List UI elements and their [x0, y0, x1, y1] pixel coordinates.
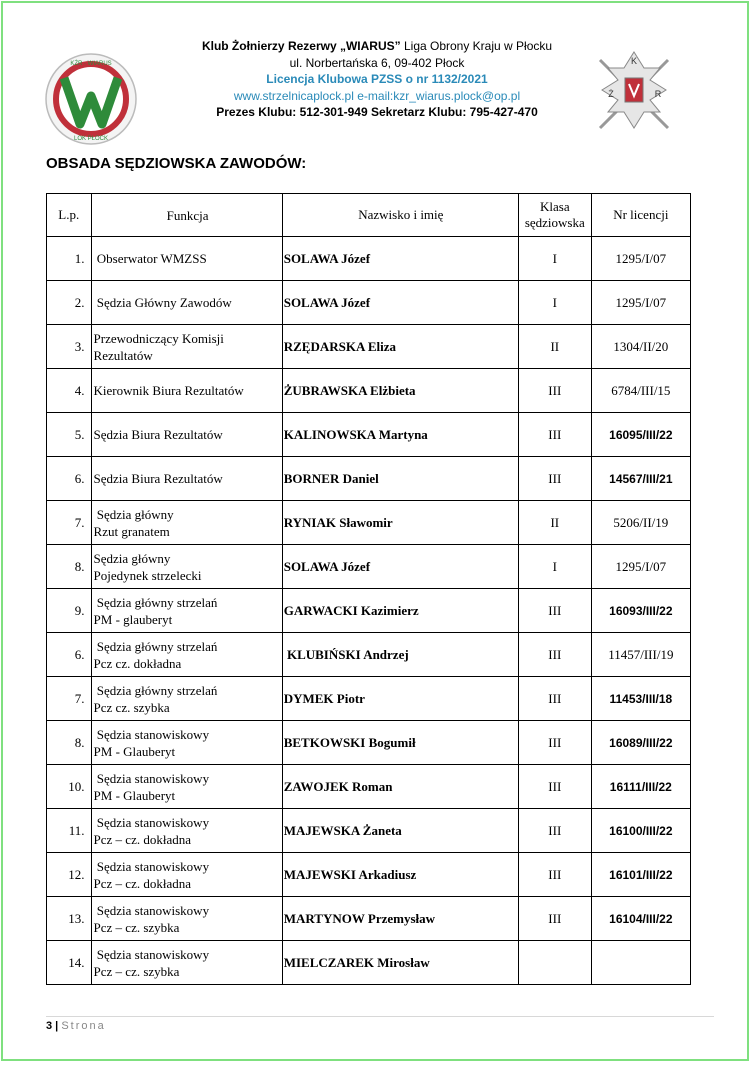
cell-lp: 10.: [47, 765, 92, 809]
cell-funkcja: [91, 721, 282, 765]
footer-divider: [46, 1016, 714, 1017]
funkcja-line2: Pcz cz. szybka: [93, 699, 170, 715]
cell-licencja: 16095/III/22: [591, 413, 690, 457]
cell-licencja: 11457/III/19: [591, 633, 690, 677]
club-contact-web[interactable]: www.strzelnicaplock.pl e-mail:kzr_wiarus.plock@op.pl: [233, 88, 521, 103]
cell-licencja: [591, 941, 690, 985]
cell-licencja: 5206/II/19: [591, 501, 690, 545]
cell-nazwisko: KALINOWSKA Martyna: [282, 413, 518, 457]
table-row: [47, 897, 691, 941]
cell-funkcja: [91, 281, 282, 325]
cell-klasa: III: [518, 765, 591, 809]
table-row: [47, 853, 691, 897]
logo-letter-r: R: [654, 89, 662, 99]
cell-funkcja: [91, 369, 282, 413]
page-footer: [46, 1020, 106, 1032]
cell-lp: 8.: [47, 721, 92, 765]
cell-licencja: 1295/I/07: [591, 545, 690, 589]
cell-lp: 1.: [47, 237, 92, 281]
funkcja-line1: Sędzia główny strzelań: [93, 682, 218, 698]
table-row: [47, 589, 691, 633]
funkcja-line2: Pcz – cz. dokładna: [93, 831, 191, 847]
cell-lp: 5.: [47, 413, 92, 457]
cell-funkcja: [91, 809, 282, 853]
table-row: [47, 325, 691, 369]
cell-klasa: [518, 941, 591, 985]
cell-klasa: III: [518, 633, 591, 677]
table-row: [47, 281, 691, 325]
cell-nazwisko: SOLAWA Józef: [282, 281, 518, 325]
funkcja-line2: Pojedynek strzelecki: [93, 567, 202, 583]
cell-nazwisko: MIELCZAREK Mirosław: [282, 941, 518, 985]
logo-letter-k: K: [630, 56, 638, 66]
cell-klasa: III: [518, 809, 591, 853]
cell-nazwisko: ŻUBRAWSKA Elżbieta: [282, 369, 518, 413]
cell-funkcja: [91, 325, 282, 369]
page-word: Strona: [61, 1020, 106, 1032]
club-logo-right: [594, 50, 674, 132]
cell-licencja: 16093/III/22: [591, 589, 690, 633]
cell-lp: 7.: [47, 501, 92, 545]
page-title: OBSADA SĘDZIOWSKA ZAWODÓW:: [46, 155, 307, 172]
cell-funkcja: [91, 501, 282, 545]
cell-klasa: I: [518, 281, 591, 325]
cell-nazwisko: BORNER Daniel: [282, 457, 518, 501]
funkcja-line1: Sędzia główny strzelań: [93, 594, 218, 610]
funkcja-line2: Pcz – cz. dokładna: [93, 875, 191, 891]
funkcja-line1: Sędzia główny strzelań: [93, 638, 218, 654]
table-row: [47, 545, 691, 589]
cell-funkcja: [91, 853, 282, 897]
table-row: [47, 677, 691, 721]
funkcja-line2: PM - Glauberyt: [93, 743, 176, 759]
cell-klasa: II: [518, 501, 591, 545]
cell-klasa: I: [518, 545, 591, 589]
cell-funkcja: [91, 897, 282, 941]
club-name: Klub Żołnierzy Rezerwy „WIARUS”: [201, 39, 401, 53]
cell-licencja: 1295/I/07: [591, 237, 690, 281]
funkcja-line1: Sędzia Główny Zawodów: [93, 295, 232, 310]
footer-separator: |: [52, 1020, 62, 1032]
cell-klasa: III: [518, 589, 591, 633]
funkcja-line1: Sędzia stanowiskowy: [93, 814, 210, 830]
cell-nazwisko: SOLAWA Józef: [282, 237, 518, 281]
cell-lp: 7.: [47, 677, 92, 721]
cell-nazwisko: GARWACKI Kazimierz: [282, 589, 518, 633]
club-phones: Prezes Klubu: 512-301-949 Sekretarz Klubu: 795-427-470: [216, 105, 538, 119]
table-row: [47, 721, 691, 765]
header-klasa: [518, 194, 591, 237]
cell-klasa: III: [518, 677, 591, 721]
table-row: [47, 501, 691, 545]
cell-lp: 2.: [47, 281, 92, 325]
table-row: [47, 413, 691, 457]
club-license: Licencja Klubowa PZSS o nr 1132/2021: [266, 72, 488, 86]
funkcja-line1: Sędzia stanowiskowy: [93, 902, 210, 918]
cell-licencja: 16101/III/22: [591, 853, 690, 897]
funkcja-line2: Pcz cz. dokładna: [93, 655, 182, 671]
cell-lp: 6.: [47, 457, 92, 501]
cell-lp: 14.: [47, 941, 92, 985]
cell-lp: 13.: [47, 897, 92, 941]
header-funkcja: Funkcja: [91, 194, 282, 237]
club-name-rest: Liga Obrony Kraju w Płocku: [400, 39, 553, 53]
header-lp: L.p.: [47, 194, 92, 237]
funkcja-line1: Sędzia stanowiskowy: [93, 946, 210, 962]
cell-klasa: I: [518, 237, 591, 281]
cell-licencja: 16100/III/22: [591, 809, 690, 853]
logo-left-text-bottom: LOK PŁOCK: [73, 136, 109, 142]
table-row: [47, 765, 691, 809]
cell-funkcja: [91, 413, 282, 457]
cell-licencja: 16111/III/22: [591, 765, 690, 809]
funkcja-line2: PM - Glauberyt: [93, 787, 176, 803]
cell-funkcja: [91, 633, 282, 677]
logo-left-text-top: KŻR · WIARUS: [70, 61, 112, 67]
cell-klasa: III: [518, 369, 591, 413]
cell-nazwisko: KLUBIŃSKI Andrzej: [282, 633, 518, 677]
cell-nazwisko: MARTYNOW Przemysław: [282, 897, 518, 941]
cell-lp: 8.: [47, 545, 92, 589]
cell-funkcja: [91, 457, 282, 501]
funkcja-line1: Kierownik Biura Rezultatów: [93, 383, 244, 398]
header-licencja: Nr licencji: [591, 194, 690, 237]
logo-letter-z: Ż: [608, 89, 614, 99]
page-number: 3: [46, 1020, 53, 1032]
cell-nazwisko: SOLAWA Józef: [282, 545, 518, 589]
cell-nazwisko: MAJEWSKI Arkadiusz: [282, 853, 518, 897]
cell-nazwisko: RYNIAK Sławomir: [282, 501, 518, 545]
cell-funkcja: [91, 941, 282, 985]
table-row: [47, 237, 691, 281]
cell-nazwisko: DYMEK Piotr: [282, 677, 518, 721]
table-row: [47, 633, 691, 677]
cell-nazwisko: BETKOWSKI Bogumił: [282, 721, 518, 765]
cell-nazwisko: ZAWOJEK Roman: [282, 765, 518, 809]
funkcja-line2: Rzut granatem: [93, 523, 170, 539]
table-row: [47, 457, 691, 501]
funkcja-line1: Sędzia Biura Rezultatów: [93, 471, 223, 486]
cell-licencja: 1295/I/07: [591, 281, 690, 325]
header-nazwisko: Nazwisko i imię: [282, 194, 518, 237]
funkcja-line1: Sędzia stanowiskowy: [93, 770, 210, 786]
cell-licencja: 14567/III/21: [591, 457, 690, 501]
cell-licencja: 16089/III/22: [591, 721, 690, 765]
funkcja-line1: Przewodniczący Komisji: [93, 330, 224, 346]
funkcja-line1: Sędzia stanowiskowy: [93, 726, 210, 742]
cell-klasa: II: [518, 325, 591, 369]
funkcja-line1: Sędzia Biura Rezultatów: [93, 427, 223, 442]
funkcja-line2: Pcz – cz. szybka: [93, 919, 180, 935]
cell-licencja: 1304/II/20: [591, 325, 690, 369]
cell-lp: 3.: [47, 325, 92, 369]
funkcja-line2: Pcz – cz. szybka: [93, 963, 180, 979]
table-row: [47, 809, 691, 853]
cell-licencja: 11453/III/18: [591, 677, 690, 721]
funkcja-line1: Sędzia główny: [93, 550, 171, 566]
cell-klasa: III: [518, 721, 591, 765]
cell-lp: 6.: [47, 633, 92, 677]
referees-table: [46, 193, 691, 985]
cell-klasa: III: [518, 897, 591, 941]
cell-lp: 4.: [47, 369, 92, 413]
cell-lp: 12.: [47, 853, 92, 897]
cell-nazwisko: MAJEWSKA Żaneta: [282, 809, 518, 853]
cell-funkcja: [91, 677, 282, 721]
club-address: ul. Norbertańska 6, 09-402 Płock: [289, 55, 465, 70]
cell-klasa: III: [518, 457, 591, 501]
table-row: [47, 941, 691, 985]
cell-funkcja: [91, 765, 282, 809]
funkcja-line1: Sędzia stanowiskowy: [93, 858, 210, 874]
funkcja-line2: Rezultatów: [93, 347, 153, 363]
cell-funkcja: [91, 545, 282, 589]
cell-lp: 9.: [47, 589, 92, 633]
funkcja-line1: Sędzia główny: [93, 506, 174, 522]
header-klasa-line1: Klasa: [540, 199, 570, 214]
table-header-row: [47, 194, 691, 237]
table-row: [47, 369, 691, 413]
header-klasa-line2: sędziowska: [524, 215, 585, 230]
cell-klasa: III: [518, 853, 591, 897]
cell-lp: 11.: [47, 809, 92, 853]
cell-nazwisko: RZĘDARSKA Eliza: [282, 325, 518, 369]
cell-funkcja: [91, 589, 282, 633]
cell-licencja: 16104/III/22: [591, 897, 690, 941]
cell-klasa: III: [518, 413, 591, 457]
funkcja-line1: Obserwator WMZSS: [93, 251, 207, 266]
funkcja-line2: PM - glauberyt: [93, 611, 173, 627]
cell-licencja: 6784/III/15: [591, 369, 690, 413]
cell-funkcja: [91, 237, 282, 281]
